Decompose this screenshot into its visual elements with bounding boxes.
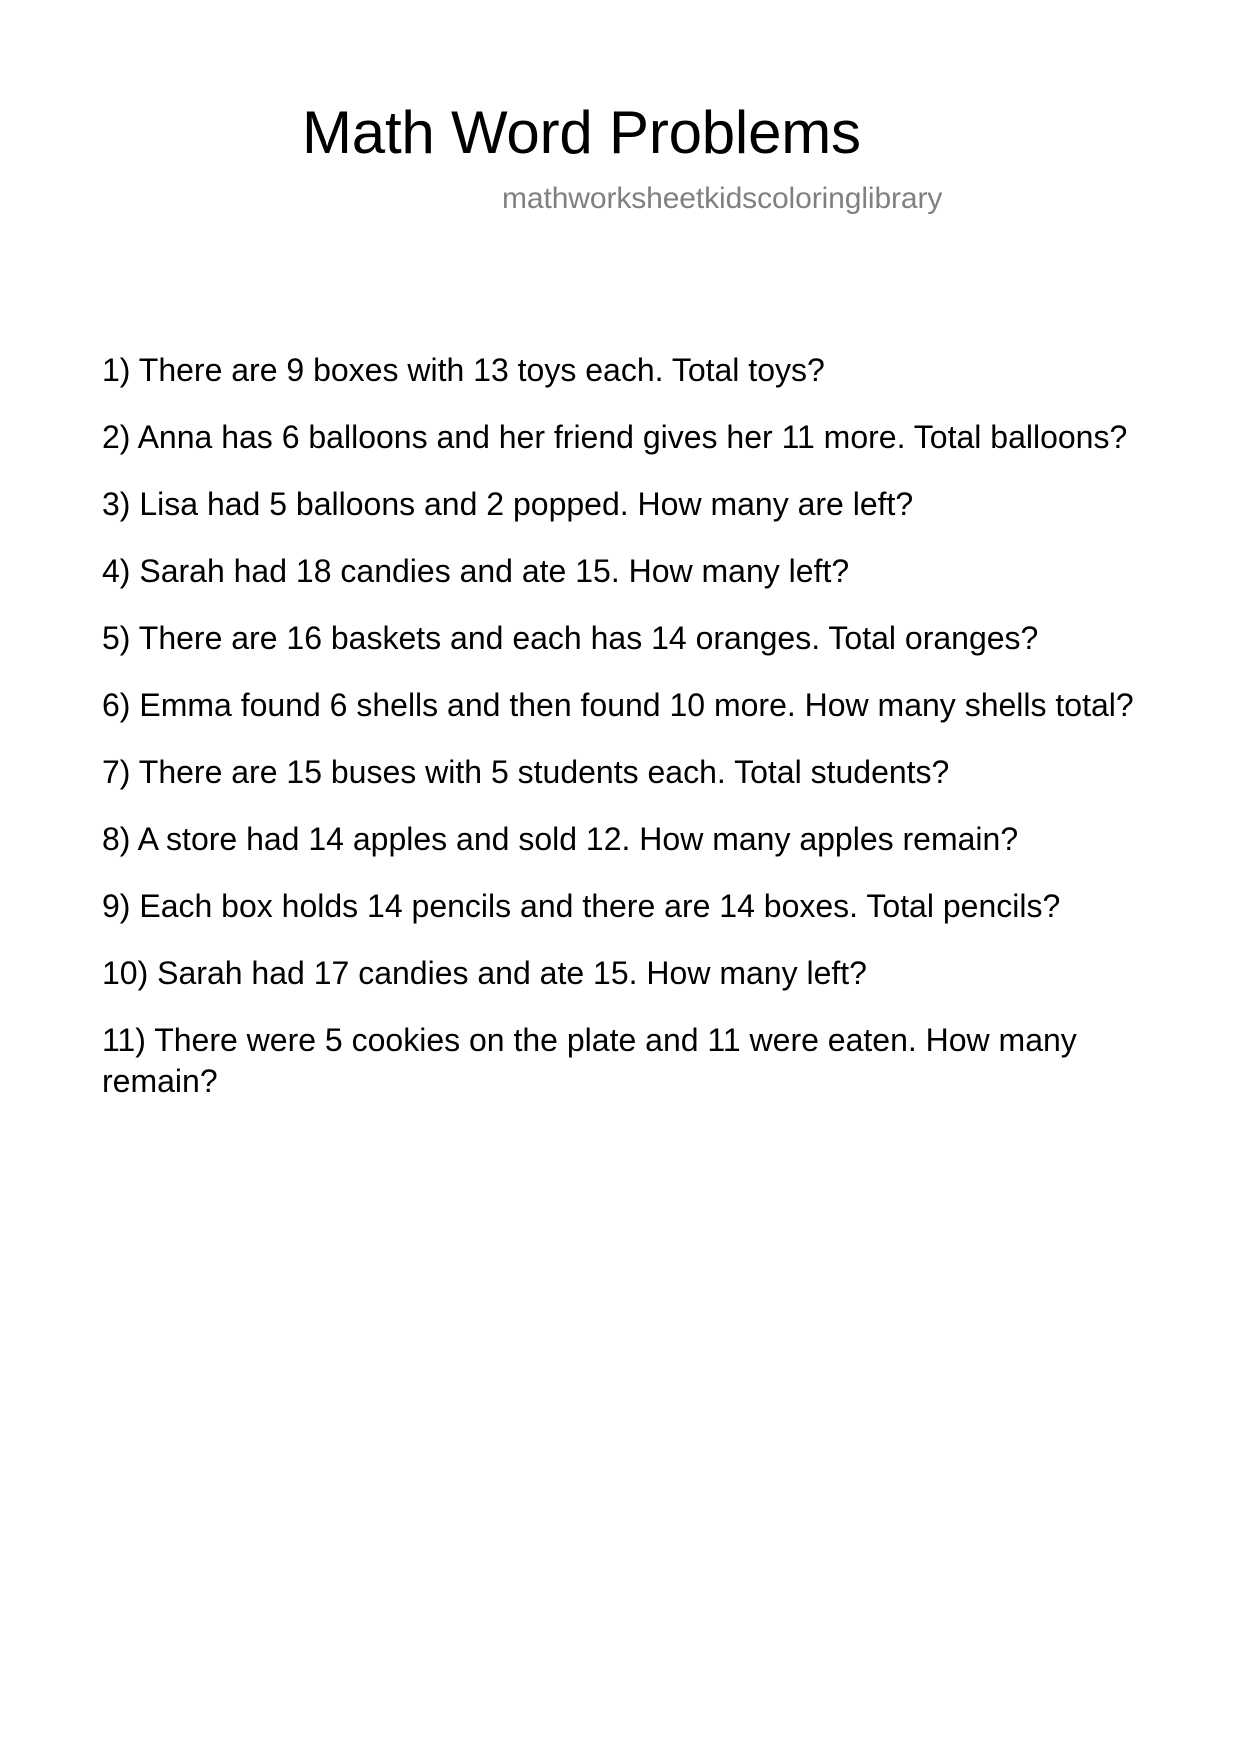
problem-item-9: 9) Each box holds 14 pencils and there are 14 boxes. Total pencils? [102,888,1061,924]
problem-item-3: 3) Lisa had 5 balloons and 2 popped. How many are left? [102,486,914,522]
page-subtitle: mathworksheetkidscoloringlibrary [502,182,943,215]
problem-item-4: 4) Sarah had 18 candies and ate 15. How many left? [102,553,850,589]
problem-item-8: 8) A store had 14 apples and sold 12. How many apples remain? [102,821,1019,857]
problem-item-7: 7) There are 15 buses with 5 students each. Total students? [102,754,950,790]
problem-item-10: 10) Sarah had 17 candies and ate 15. How many left? [102,955,867,991]
problem-item-2: 2) Anna has 6 balloons and her friend gives her 11 more. Total balloons? [102,419,1128,455]
page-title: Math Word Problems [302,99,861,166]
problem-item-1: 1) There are 9 boxes with 13 toys each. Total toys? [102,352,825,388]
problem-item-6: 6) Emma found 6 shells and then found 10 more. How many shells total? [102,687,1134,723]
problem-item-11: 11) There were 5 cookies on the plate and 11 were eaten. How many remain? [102,1022,1077,1099]
problem-list [102,350,1147,1128]
problem-item-5: 5) There are 16 baskets and each has 14 oranges. Total oranges? [102,620,1039,656]
